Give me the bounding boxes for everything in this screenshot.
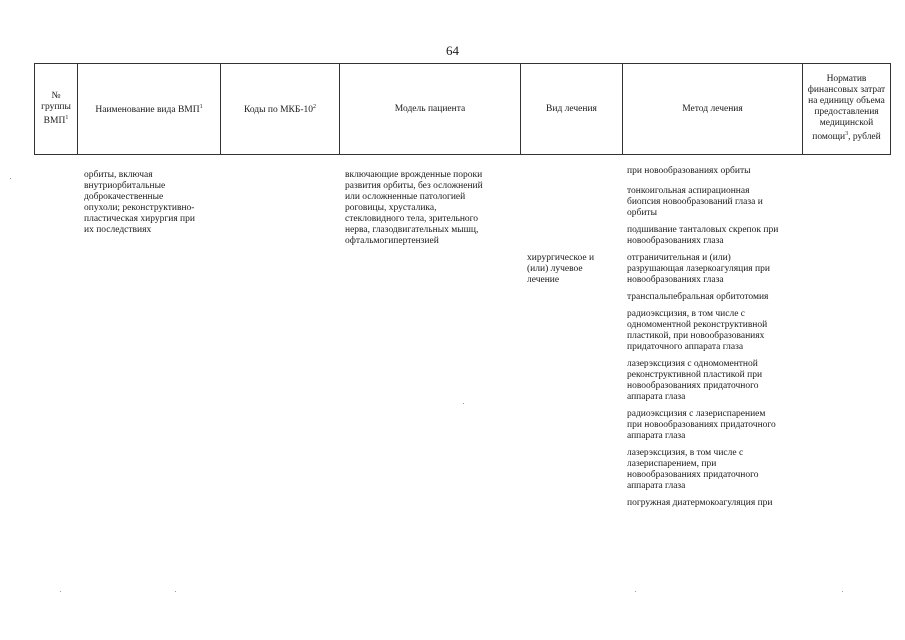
treatment-methods-list xyxy=(627,166,805,515)
header-treatment-method: Метод лечения xyxy=(623,64,803,155)
list-item: транспальпебральная орбитотомия xyxy=(627,292,769,302)
list-item: лазерэксцизия, в том числе с лазериспарением, при новообразованиях придаточного аппарата глаза xyxy=(627,448,759,491)
list-item: при новообразованиях орбиты xyxy=(627,166,751,176)
header-patient-model: Модель пациента xyxy=(340,64,521,155)
list-item: радиоэксцизия с лазериспарением при новообразованиях придаточного аппарата глаза xyxy=(627,409,776,441)
list-item: погружная диатермокоагуляция при xyxy=(627,498,773,508)
vmp-name-cell: орбиты, включая внутриорбитальные доброкачественные опухоли; реконструктивно- пластическая хирургия при их последствиях xyxy=(84,170,195,235)
scan-speck xyxy=(842,591,843,592)
list-item: радиоэксцизия, в том числе с одномоментной реконструктивной пластикой, при новообразованиях придаточного аппарата глаза xyxy=(627,309,768,352)
header-cost-norm: Норматив финансовых затрат на единицу объема предоставления медицинской помощи$^3$, рублей xyxy=(803,64,891,155)
scan-speck xyxy=(10,178,11,179)
list-item: лазерэксцизия с одномоментной реконструктивной пластикой при новообразованиях придаточного аппарата глаза xyxy=(627,359,763,402)
scan-speck xyxy=(463,403,464,404)
scan-speck xyxy=(175,591,176,592)
header-vmp-name: Наименование вида ВМП$^1$ xyxy=(78,64,221,155)
page-number: 64 xyxy=(446,43,459,58)
header-treatment-type: Вид лечения xyxy=(521,64,623,155)
list-item: отграничительная и (или) разрушающая лазеркоагуляция при новообразованиях глаза xyxy=(627,253,770,285)
list-item: тонкоигольная аспирационная биопсия новообразований глаза и орбиты xyxy=(627,186,763,218)
scan-speck xyxy=(60,591,61,592)
scan-speck xyxy=(635,591,636,592)
treatment-type-cell: хирургическое и (или) лучевое лечение xyxy=(527,253,595,285)
header-group-number: № группы ВМП$^1$ xyxy=(35,64,78,155)
table-header xyxy=(34,63,891,155)
list-item: подшивание танталовых скрепок при новообразованиях глаза xyxy=(627,225,779,246)
patient-model-cell: включающие врожденные пороки развития орбиты, без осложнений или осложненные патологией роговицы, хрусталика, стекловидного тела, зрительного нерва, глазодвигательных мышц, офтальмогипертензией xyxy=(345,170,483,246)
header-mkb-codes: Коды по МКБ-$10^2$ xyxy=(221,64,340,155)
